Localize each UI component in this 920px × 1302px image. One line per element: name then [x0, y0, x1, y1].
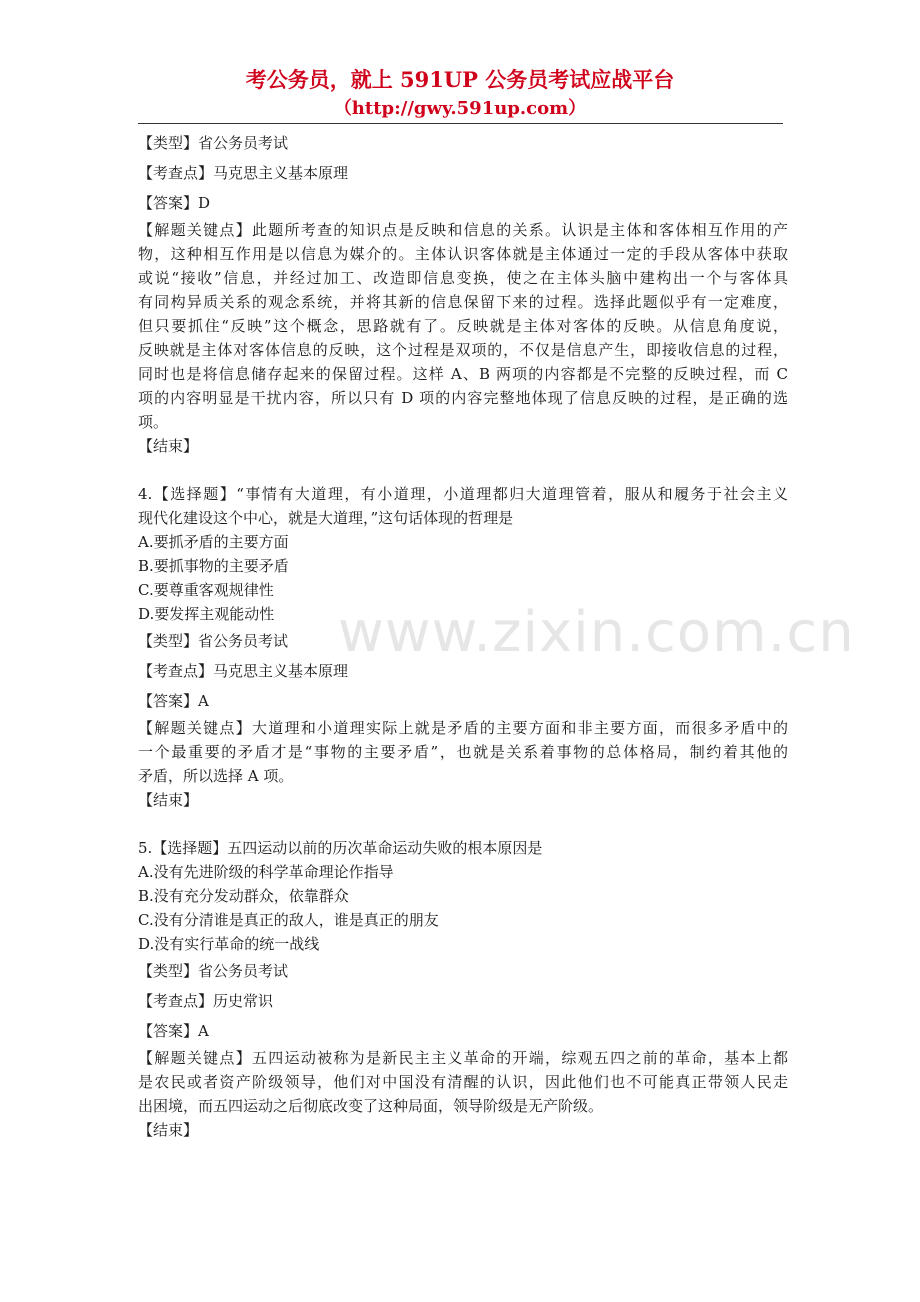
text-line: 【解题关键点】大道理和小道理实际上就是矛盾的主要方面和非主要方面，而很多矛盾中的: [138, 719, 788, 737]
text-line: 5.【选择题】五四运动以前的历次革命运动失败的根本原因是: [138, 839, 543, 857]
header-title: 考公务员，就上 591UP 公务员考试应战平台: [245, 67, 675, 92]
text-line: 矛盾，所以选择 A 项。: [138, 767, 294, 785]
text-line: 【解题关键点】此题所考查的知识点是反映和信息的关系。认识是主体和客体相互作用的产: [138, 221, 788, 239]
meta-line: 【答案】A: [138, 1022, 209, 1040]
header-url[interactable]: （http://gwy.591up.com）: [333, 98, 587, 119]
text-line: 出困境，而五四运动之后彻底改变了这种局面，领导阶级是无产阶级。: [138, 1097, 604, 1115]
text-line: B.要抓事物的主要矛盾: [138, 557, 289, 575]
text-line: 【结束】: [138, 437, 199, 455]
text-line: 【结束】: [138, 1121, 199, 1139]
text-line: 或说“接收”信息，并经过加工、改造即信息变换，使之在主体头脑中建构出一个与客体具: [138, 269, 788, 287]
meta-line: 【答案】D: [138, 194, 211, 212]
text-line: C.要尊重客观规律性: [138, 581, 274, 599]
spacer: [138, 458, 788, 482]
meta-line: 【答案】A: [138, 692, 209, 710]
spacer: [138, 812, 788, 836]
meta-line: 【类型】省公务员考试: [138, 134, 289, 152]
text-line: D.要发挥主观能动性: [138, 605, 275, 623]
text-line: A.没有先进阶级的科学革命理论作指导: [138, 863, 394, 881]
meta-line: 【类型】省公务员考试: [138, 962, 289, 980]
text-line: 反映就是主体对客体信息的反映，这个过程是双项的，不仅是信息产生，即接收信息的过程，: [138, 341, 788, 359]
meta-line: 【考查点】马克思主义基本原理: [138, 662, 349, 680]
text-line: D.没有实行革命的统一战线: [138, 935, 320, 953]
text-line: 项。: [138, 413, 169, 431]
text-line: 现代化建设这个中心，就是大道理，”这句话体现的哲理是: [138, 509, 514, 527]
document-body: [138, 128, 788, 1142]
header-divider: [138, 123, 783, 124]
text-line: A.要抓矛盾的主要方面: [138, 533, 289, 551]
text-line: 但只要抓住“反映”这个概念，思路就有了。反映就是主体对客体的反映。从信息角度说，: [138, 317, 788, 335]
text-line: 【解题关键点】五四运动被称为是新民主主义革命的开端，综观五四之前的革命，基本上都: [138, 1049, 788, 1067]
text-line: 项的内容明显是干扰内容，所以只有 D 项的内容完整地体现了信息反映的过程，是正确的选: [138, 389, 788, 407]
meta-line: 【考查点】历史常识: [138, 992, 274, 1010]
text-line: 有同构异质关系的观念系统，并将其新的信息保留下来的过程。选择此题似乎有一定难度，: [138, 293, 788, 311]
text-line: 物，这种相互作用是以信息为媒介的。主体认识客体就是主体通过一定的手段从客体中获取: [138, 245, 788, 263]
text-line: B.没有充分发动群众，依靠群众: [138, 887, 349, 905]
text-line: 一个最重要的矛盾才是“事物的主要矛盾”，也就是关系着事物的总体格局，制约着其他的: [138, 743, 788, 761]
watermark: www.zixin.com.cn: [338, 600, 855, 665]
meta-line: 【考查点】马克思主义基本原理: [138, 164, 349, 182]
text-line: C.没有分清谁是真正的敌人，谁是真正的朋友: [138, 911, 439, 929]
text-line: 4.【选择题】“事情有大道理，有小道理，小道理都归大道理管着，服从和履务于社会主义: [138, 485, 788, 503]
text-line: 【结束】: [138, 791, 199, 809]
text-line: 同时也是将信息储存起来的保留过程。这样 A、B 两项的内容都是不完整的反映过程，而 C: [138, 365, 788, 383]
text-line: 是农民或者资产阶级领导，他们对中国没有清醒的认识，因此他们也不可能真正带领人民走: [138, 1073, 788, 1091]
meta-line: 【类型】省公务员考试: [138, 632, 289, 650]
